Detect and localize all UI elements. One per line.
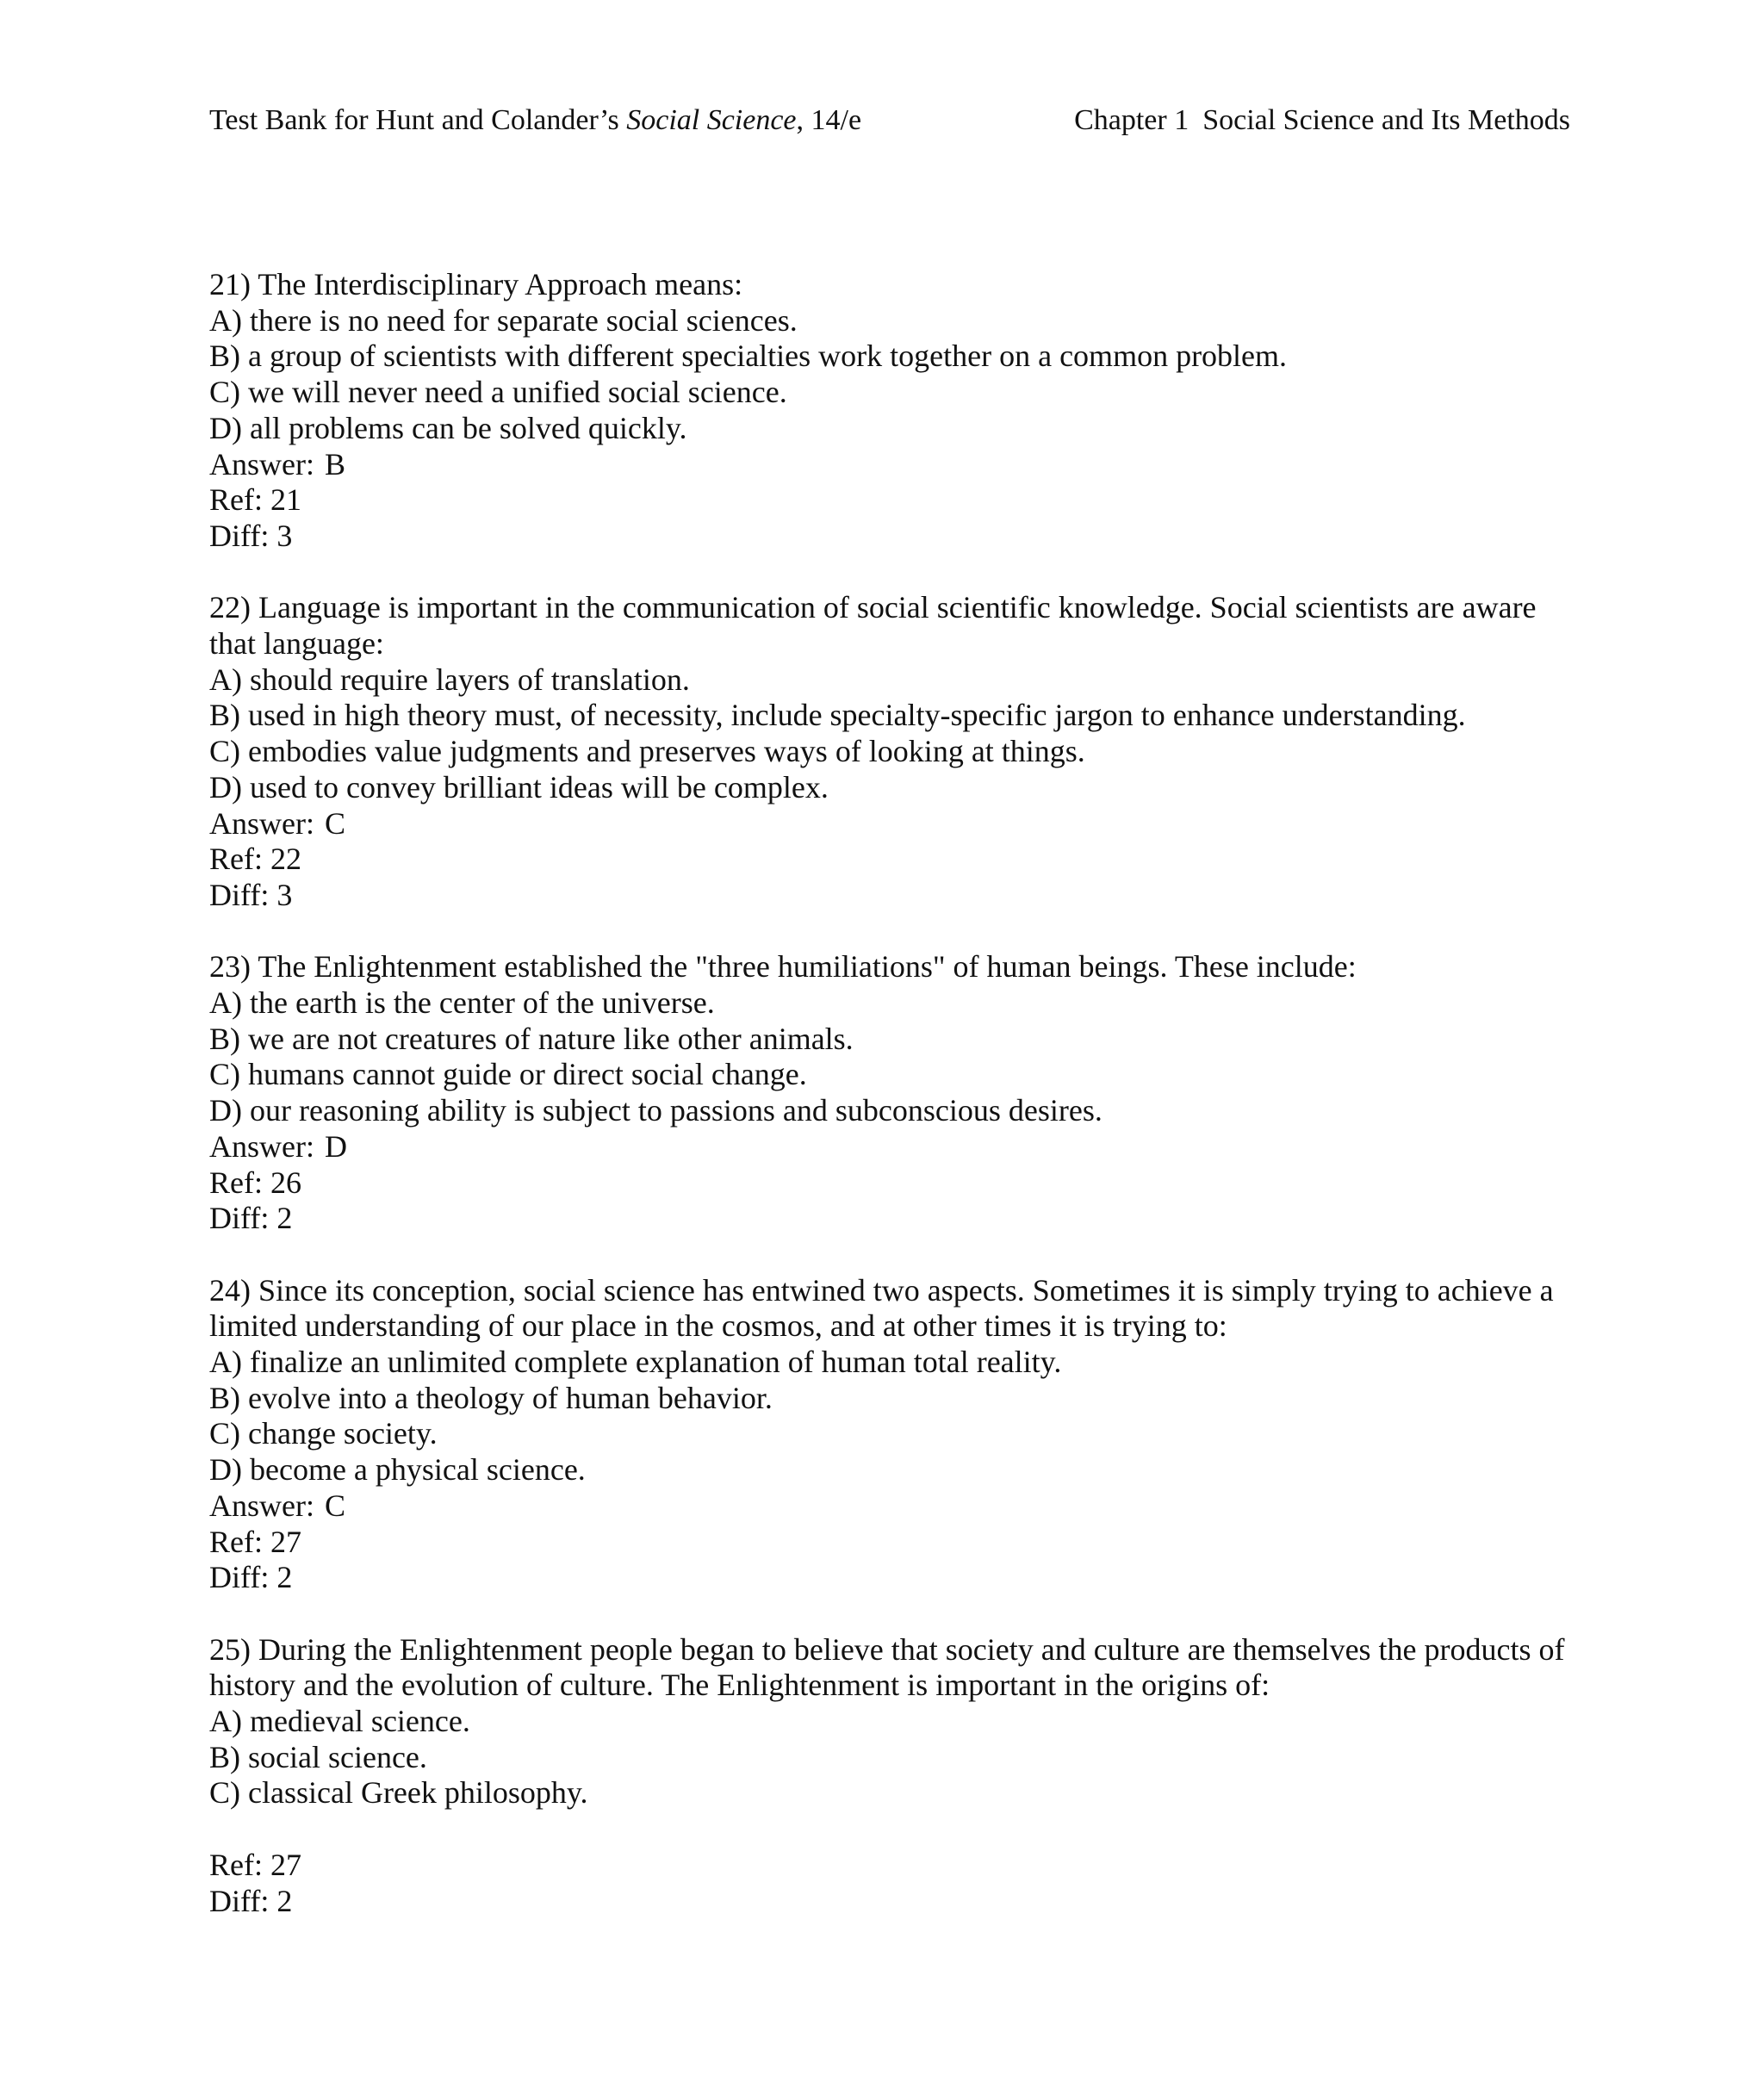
- question-stem: 23) The Enlightenment established the "three humiliations" of human beings. These include:: [209, 949, 1357, 985]
- question-21: [209, 267, 1587, 555]
- option-a: A) the earth is the center of the universe.: [209, 985, 715, 1021]
- diff-line: Diff: 3: [209, 877, 293, 912]
- answer-line: [209, 1129, 1587, 1165]
- question-list: [209, 267, 1587, 1955]
- page-header: [209, 102, 1570, 140]
- chapter-heading: [1074, 102, 1570, 140]
- option-c: C) humans cannot guide or direct social change.: [209, 1057, 807, 1092]
- question-stem: 22) Language is important in the communication of social scientific knowledge. Social scientists are aware that language:: [209, 590, 1537, 662]
- question-22: [209, 590, 1587, 913]
- option-b: B) we are not creatures of nature like other animals.: [209, 1021, 854, 1056]
- option-d: D) become a physical science.: [209, 1452, 586, 1488]
- option-c: C) embodies value judgments and preserves ways of looking at things.: [209, 734, 1085, 769]
- option-b: B) a group of scientists with different specialties work together on a common problem.: [209, 339, 1288, 374]
- answer-value: B: [324, 446, 345, 481]
- book-title-italic: Social Science: [626, 104, 797, 136]
- answer-value: D: [324, 1128, 347, 1164]
- option-b: B) social science.: [209, 1739, 427, 1774]
- chapter-title: Social Science and Its Methods: [1202, 104, 1570, 136]
- option-c: C) we will never need a unified social science.: [209, 375, 787, 410]
- answer-label: Answer:: [209, 446, 314, 481]
- ref-line: Ref: 26: [209, 1165, 301, 1200]
- answer-label: Answer:: [209, 1488, 314, 1523]
- book-title: [209, 102, 861, 140]
- option-d: D) used to convey brilliant ideas will be complex.: [209, 769, 829, 805]
- option-a: A) finalize an unlimited complete explanation of human total reality.: [209, 1345, 1062, 1380]
- book-title-edition: , 14/e: [796, 104, 862, 136]
- question-stem: 24) Since its conception, social science has entwined two aspects. Sometimes it is simply trying to achieve a limited understanding of our place in the cosmos, and at other times it is trying to:: [209, 1272, 1554, 1344]
- option-a: A) medieval science.: [209, 1704, 470, 1739]
- answer-line: [209, 1488, 1587, 1525]
- question-stem: 25) During the Enlightenment people began to believe that society and culture are themselves the products of history and the evolution of culture. The Enlightenment is important in the origins of:: [209, 1631, 1565, 1703]
- ref-line: Ref: 22: [209, 842, 301, 877]
- option-d: D) all problems can be solved quickly.: [209, 410, 687, 445]
- answer-value: C: [324, 1488, 345, 1523]
- diff-line: Diff: 3: [209, 518, 293, 553]
- chapter-label: Chapter 1: [1074, 104, 1189, 136]
- diff-line: Diff: 2: [209, 1883, 293, 1918]
- answer-line: [209, 806, 1587, 842]
- question-23: [209, 949, 1587, 1237]
- option-a: A) should require layers of translation.: [209, 662, 690, 697]
- option-d: D) our reasoning ability is subject to passions and subconscious desires.: [209, 1093, 1102, 1128]
- answer-line: [209, 447, 1587, 483]
- option-b: B) used in high theory must, of necessity, include specialty-specific jargon to enhance understanding.: [209, 698, 1466, 733]
- ref-line: Ref: 27: [209, 1847, 301, 1882]
- ref-line: Ref: 27: [209, 1524, 301, 1559]
- diff-line: Diff: 2: [209, 1201, 293, 1236]
- answer-label: Answer:: [209, 1128, 314, 1164]
- option-c: C) classical Greek philosophy.: [209, 1775, 588, 1811]
- question-stem: 21) The Interdisciplinary Approach means:: [209, 267, 743, 301]
- ref-line: Ref: 21: [209, 482, 301, 518]
- answer-label: Answer:: [209, 805, 314, 841]
- option-b: B) evolve into a theology of human behavior.: [209, 1380, 773, 1415]
- question-25: [209, 1632, 1587, 1920]
- question-24: [209, 1273, 1587, 1596]
- book-title-prefix: Test Bank for Hunt and Colander’s: [209, 104, 627, 136]
- diff-line: Diff: 2: [209, 1560, 293, 1595]
- blank-line: [209, 1811, 1587, 1848]
- option-c: C) change society.: [209, 1416, 438, 1451]
- answer-value: C: [324, 805, 345, 841]
- option-a: A) there is no need for separate social sciences.: [209, 302, 798, 338]
